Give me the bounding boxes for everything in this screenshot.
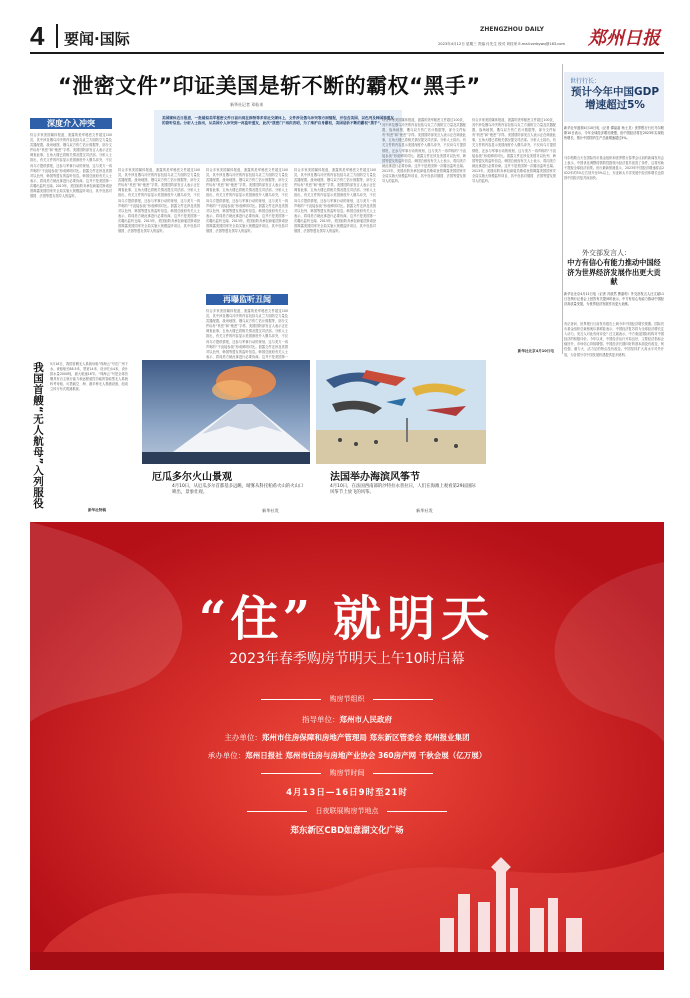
volcano-photo: [142, 360, 310, 464]
lead-article: [30, 64, 562, 360]
lead-byline: 新华社记者 邓仙来: [230, 102, 264, 107]
photo-story-kites: [316, 360, 486, 516]
ad-org-section: [30, 694, 664, 704]
kite-festival-photo: [316, 360, 486, 464]
lead-body-col-3b: 综合多家美国媒体报道，泄露的美军秘密文件超过100页，其中涉及俄乌冲突的内容包括乌克兰方面防空力量及武器配置，战场地图，俄乌双方伤亡估计数据等，部分文件标有“机密”和“绝密”字样。美国国防部发言人表示正在调查此事，五角大楼已将相关情况提交司法部。分析人士指出，有关文件的内容显示美国深度介入俄乌冲突，不仅向乌方提供情报，还参与军事行动的规划，这与美方一再声称的“不直接参战”形成鲜明对比。泄露文件还涉及美国对以色列、韩国等盟友的监听信息。韩国总统府有关人士表示，将同美方就此事进行必要协商。这并不是美国第一: [206, 309, 288, 359]
gdp-article: [564, 64, 664, 244]
masthead-logo: 郑州日报: [588, 28, 660, 49]
ad-place-section: [30, 806, 664, 816]
lead-body-col-5: 综合多家美国媒体报道，泄露的美军秘密文件超过100页，其中涉及俄乌冲突的内容包括乌克兰方面防空力量及武器配置，战场地图，俄乌双方伤亡估计数据等，部分文件标有“机密”和“绝密”字样。美国国防部发言人表示正在调查此事，五角大楼已将相关情况提交司法部。分析人士指出，有关文件的内容显示美国深度介入俄乌冲突，不仅向乌方提供情报，还参与军事行动的规划，这与美方一再声称的“不直接参战”形成鲜明对比。泄露文件还涉及美国对以色列、韩国等盟友的监听信息。韩国总统府有关人士表示，将同美方就此事进行必要协商。这并不是美国第一次曝出监听丑闻。2013年，美国前防务承包商雇员斯诺登曾揭露美国国家安全局实施大规模监听项目，其中包括对德国、法国等盟友领导人的监听。: [382, 118, 466, 184]
lead-body-col-6: 综合多家美国媒体报道，泄露的美军秘密文件超过100页，其中涉及俄乌冲突的内容包括乌克兰方面防空力量及武器配置，战场地图，俄乌双方伤亡估计数据等，部分文件标有“机密”和“绝密”字样。美国国防部发言人表示正在调查此事，五角大楼已将相关情况提交司法部。分析人士指出，有关文件的内容显示美国深度介入俄乌冲突，不仅向乌方提供情报，还参与军事行动的规划，这与美方一再声称的“不直接参战”形成鲜明对比。泄露文件还涉及美国对以色列、韩国等盟友的监听信息。韩国总统府有关人士表示，将同美方就此事进行必要协商。这并不是美国第一次曝出监听丑闻。2013年，美国前防务承包商雇员斯诺登曾揭露美国国家安全局实施大规模监听项目，其中包括对德国、法国等盟友领导人的监听。: [472, 118, 556, 184]
ad-org-label: 购房节组织: [329, 695, 365, 703]
page-number: 4: [30, 21, 45, 51]
gdp-body: 马尔帕斯当天在国际货币基金组织和世界银行春季会议前的新闻发布会上表示，中国优化调整疫情防控措施为经济复苏创造了条件，这将有助于提振全球经济前景。世行最新预测显示，2023年中国经济增速将由2022年的3%左右回升至5%以上，东亚和太平洋发展中经济体增长也将因中国经济复苏而加快。: [564, 156, 664, 181]
photo-title-volcano: 厄瓜多尔火山景观: [152, 472, 232, 483]
photo-title-kites: 法国举办海滨风筝节: [330, 472, 420, 483]
side-strip-title: 我国首艘“无人航母”入列服役: [32, 362, 44, 509]
photo-credit-volcano: 新华社发: [262, 508, 279, 513]
china-economy-article: [564, 248, 664, 514]
lead-body-col-3: 综合多家美国媒体报道，泄露的美军秘密文件超过100页，其中涉及俄乌冲突的内容包括乌克兰方面防空力量及武器配置，战场地图，俄乌双方伤亡估计数据等，部分文件标有“机密”和“绝密”字样。美国国防部发言人表示正在调查此事，五角大楼已将相关情况提交司法部。分析人士指出，有关文件的内容显示美国深度介入俄乌冲突，不仅向乌方提供情报，还参与军事行动的规划，这与美方一再声称的“不直接参战”形成鲜明对比。泄露文件还涉及美国对以色列、韩国等盟友的监听信息。韩国总统府有关人士表示，将同美方就此事进行必要协商。这并不是美国第一次曝出监听丑闻。2013年，美国前防务承包商雇员斯诺登曾揭露美国国家安全局实施大规模监听项目，其中包括对德国、法国等盟友领导人的监听。: [206, 168, 288, 234]
ad-undertake-line: 承办单位：郑州日报社 郑州市住房与房地产业协会 360房产网 千秋会展（亿万展）: [207, 751, 487, 760]
photo-credit-kites: 新华社发: [416, 508, 433, 513]
header-meta: 2023年4月12日 星期三 责编 付先生 校对 刘桂荣 E-mail:zzrbywq@163.com: [438, 42, 565, 46]
photo-caption-volcano: 4月10日，从厄瓜多尔首都基多远眺，晴雾从科托帕希火山的火山口喷出，景象壮观。: [172, 484, 304, 495]
ad-time-label: 购房节时间: [329, 769, 365, 777]
subhead-eavesdropping: 再曝监听丑闻: [206, 294, 288, 305]
section-title: 要闻·国际: [64, 30, 130, 48]
side-strip-body: 5月18日，我国首艘无人系统母船“珠海云”号在广州下水。该船船长88.5米，型宽14米，设计吃水4米，设计排水量2000吨，最大航速18节。“珠海云”号是全球首艘具有自主航行能力和远程遥控功能的智能型无人系统科考母船，可搭载空、海、潜多种无人观测设备，组成立体分布式观测系统。: [50, 362, 128, 392]
ad-headline-rest: 就明天: [333, 591, 496, 647]
ad-place-value: 郑东新区CBD如意湖文化广场: [290, 826, 404, 836]
lead-title: “泄密文件”印证美国是斩不断的霸权“黑手”: [58, 74, 481, 98]
side-strip-footer: 新华社特稿: [88, 508, 106, 512]
housing-fair-ad[interactable]: [30, 522, 664, 970]
lead-footer-note: 新华社北京4月10日电: [517, 349, 554, 353]
ad-subtitle: 2023年春季购房节明天上午10时启幕: [229, 651, 465, 667]
photo-story-volcano: [142, 360, 310, 516]
paper-name-en: ZHENGZHOU DAILY: [480, 26, 544, 33]
ad-guide-line: 指导单位：郑州市人民政府: [302, 715, 392, 724]
lead-abstract: 美国媒体近日报道，一批疑似美军秘密文件日前出现在推特等多家社交媒体上，文件涉及俄乌冲突等方面情报，并包含美国、以色列及韩国等盟友的窃听信息。分析人士指出，从美国介入冲突到一再监听盟友，此次“泄密门”再次表明，为了维护自身霸权，美国是斩不断的霸权“黑手”。: [154, 110, 402, 164]
gdp-kicker: 世行行长：: [570, 78, 601, 85]
photo-caption-kites: 4月10日，在法国西南部的沙特拉永普拉日，人们在海滩上观看第29届国际风筝节上放飞的风筝。: [330, 484, 476, 495]
china-economy-lead: 新华社北京4月11日电（记者 冯歆然 曹嘉玥）外交部发言人汪文斌11日在例行记者会上回答有关提问时表示，中方有信心有能力推动中国经济高质量发展，为世界经济发展作出更大贡献。: [564, 292, 664, 307]
header-rule: [30, 52, 664, 54]
ad-headline-quoted: “住”: [198, 591, 315, 647]
china-economy-body: 有记者问，世界银行日前发布报告上调今年中国经济增长预期。国际货币基金组织总裁格奥尔基耶娃表示，中国经济复苏将为全球经济增长注入动力。发言人对此有何评论？汪文斌表示，中方欢迎国际机构对中国经济的积极评价。今年以来，中国经济运行开局良好，主要经济指标企稳回升，市场信心持续增强。中国经济长期向好的基本面没有改变，韧性强、潜力大、活力足的特点没有改变。中国坚持扩大高水平对外开放，为各国分享中国发展机遇提供更多便利。: [564, 322, 664, 357]
ad-host-line: 主办单位：郑州市住房保障和房地产管理局 郑东新区管委会 郑州报业集团: [224, 733, 470, 742]
gdp-lead: 新华社华盛顿4月10日电（记者 谭晶晶 杨士龙）世界银行行长马尔帕斯10日表示，今年全球经济增长缓慢，但中国经济将在2023年实现较快增长，预计中国国内生产总值增速超过5%。: [564, 126, 664, 141]
gdp-title: 预计今年中国GDP增速超过5%: [570, 86, 660, 111]
page-header: [30, 20, 664, 62]
ad-headline: [30, 580, 664, 649]
section-divider: [56, 24, 58, 48]
ad-time-value: 4月13日—16日9时至21时: [286, 788, 408, 798]
lead-body-col-1: 综合多家美国媒体报道，泄露的美军秘密文件超过100页，其中涉及俄乌冲突的内容包括乌克兰方面防空力量及武器配置，战场地图，俄乌双方伤亡估计数据等，部分文件标有“机密”和“绝密”字样。美国国防部发言人表示正在调查此事，五角大楼已将相关情况提交司法部。分析人士指出，有关文件的内容显示美国深度介入俄乌冲突，不仅向乌方提供情报，还参与军事行动的规划，这与美方一再声称的“不直接参战”形成鲜明对比。泄露文件还涉及美国对以色列、韩国等盟友的监听信息。韩国总统府有关人士表示，将同美方就此事进行必要协商。这并不是美国第一次曝出监听丑闻。2013年，美国前防务承包商雇员斯诺登曾揭露美国国家安全局实施大规模监听项目，其中包括对德国、法国等盟友领导人的监听。: [30, 133, 112, 199]
ad-time-section: [30, 768, 664, 778]
subhead-deep-involvement: 深度介入冲突: [30, 118, 112, 129]
china-economy-kicker: 外交部发言人：: [582, 249, 631, 257]
lead-body-col-2: 综合多家美国媒体报道，泄露的美军秘密文件超过100页，其中涉及俄乌冲突的内容包括乌克兰方面防空力量及武器配置，战场地图，俄乌双方伤亡估计数据等，部分文件标有“机密”和“绝密”字样。美国国防部发言人表示正在调查此事，五角大楼已将相关情况提交司法部。分析人士指出，有关文件的内容显示美国深度介入俄乌冲突，不仅向乌方提供情报，还参与军事行动的规划，这与美方一再声称的“不直接参战”形成鲜明对比。泄露文件还涉及美国对以色列、韩国等盟友的监听信息。韩国总统府有关人士表示，将同美方就此事进行必要协商。这并不是美国第一次曝出监听丑闻。2013年，美国前防务承包商雇员斯诺登曾揭露美国国家安全局实施大规模监听项目，其中包括对德国、法国等盟友领导人的监听。: [118, 168, 200, 234]
ad-place-label: 日夜联展购房节地点: [315, 807, 379, 815]
lead-body-col-4: 综合多家美国媒体报道，泄露的美军秘密文件超过100页，其中涉及俄乌冲突的内容包括乌克兰方面防空力量及武器配置，战场地图，俄乌双方伤亡估计数据等，部分文件标有“机密”和“绝密”字样。美国国防部发言人表示正在调查此事，五角大楼已将相关情况提交司法部。分析人士指出，有关文件的内容显示美国深度介入俄乌冲突，不仅向乌方提供情报，还参与军事行动的规划，这与美方一再声称的“不直接参战”形成鲜明对比。泄露文件还涉及美国对以色列、韩国等盟友的监听信息。韩国总统府有关人士表示，将同美方就此事进行必要协商。这并不是美国第一次曝出监听丑闻。2013年，美国前防务承包商雇员斯诺登曾揭露美国国家安全局实施大规模监听项目，其中包括对德国、法国等盟友领导人的监听。: [294, 168, 376, 234]
china-economy-title: 中方有信心有能力推动中国经济为世界经济发展作出更大贡献: [567, 258, 661, 286]
side-strip: [30, 362, 130, 516]
column-rule: [562, 64, 563, 354]
